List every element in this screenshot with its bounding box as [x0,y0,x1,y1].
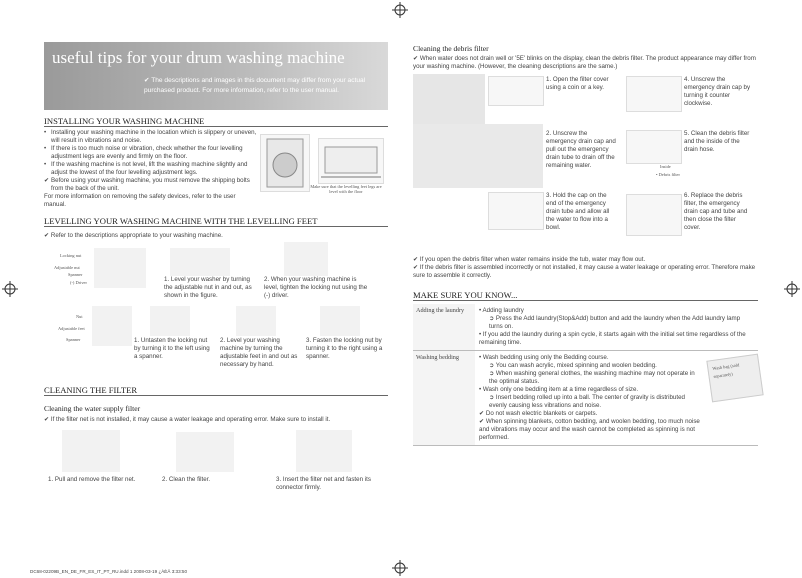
adjust-nut-image [170,248,230,276]
debris-filter-label: • Debris filter [656,172,680,177]
label-adjustable-feet: Adjustable feet [58,326,85,331]
cleaning-heading: CLEANING THE FILTER [44,385,388,396]
debris-filter-image [626,130,682,164]
insert-filter-image [296,430,352,472]
supply-step: 3. Insert the filter net and fasten its connector firmly. [276,476,371,491]
row-line: ➲ Press the Add laundry(Stop&Add) button and add the laundry when the Add laundry lamp turns on. [489,315,741,330]
clean-filter-image [176,432,234,472]
debris-step: 6. Replace the debris filter, the emergency drain cap and tube and then close the filter cover. [684,192,748,231]
title-banner [44,42,388,110]
row-content [475,304,758,351]
label-adjustable-nut: Adjustable nut [54,265,80,270]
table-row [413,304,758,351]
level-feet-image [236,306,276,336]
drain-cap-image [626,76,682,112]
feet-step: 3. Fasten the locking nut by turning it to the right using a spanner. [306,337,383,360]
supply-step: 2. Clean the filter. [162,476,211,483]
levelling-feet-caption: Make sure that the levelling feet legs are level with the floor [310,184,382,194]
filter-cover-image [488,76,544,106]
levelling-note: ✔ Refer to the descriptions appropriate to your washing machine. [44,232,223,239]
inside-label: Inside [660,164,671,169]
supply-step: 1. Pull and remove the filter net. [48,476,136,483]
file-info: DC68-02209B_EN_DE_FR_ES_IT_PT_RU.indd 1 2008-03-19 ¿ÀÈÄ 3:33:50 [30,569,188,574]
registration-mark-icon [2,281,18,297]
fasten-image [320,306,360,336]
row-line: • Wash only one bedding item at a time regardless of size. [479,386,639,393]
foot-spanner-image [92,306,132,346]
label-spanner: Spanner [68,272,83,277]
untasten-image [150,306,190,336]
wash-bag-image [706,354,763,403]
list-item: ✔ Before using your washing machine, you must remove the shipping bolts from the back of the unit. [44,177,258,193]
list-item: • If the washing machine is not level, lift the washing machine slightly and adjust the lowest of the four levelling adjustment legs. [44,161,258,177]
disclaimer-note: ✔ The descriptions and images in this document may differ from your actual purchased product. For more information, refer to the user manual. [144,77,366,94]
wash-bag-label: Wash bag (sold separately) [712,362,740,379]
tighten-nut-image [284,242,328,276]
bowl-image [488,192,544,230]
registration-mark-icon [784,281,800,297]
label-nut: Nut [76,314,83,319]
row-line: ➲ When washing general clothes, the washing machine may not operate in the optimal status. [489,370,695,385]
debris-step: 1. Open the filter cover using a coin or a key. [546,76,609,91]
installing-heading: INSTALLING YOUR WASHING MACHINE [44,116,388,127]
label-driver: (-) Driver [70,280,87,285]
levelling-feet-image [318,138,384,184]
levelling-step: 2. When your washing machine is level, tighten the locking nut using the (-) driver. [264,276,368,299]
debris-warning: ✔ If the debris filter is assembled incorrectly or not installed, it may cause a water leakage or operating error. Therefore make sure to assemble it correctly. [413,264,756,279]
feet-step: 1. Untasten the locking nut by turning it to the left using a spanner. [134,337,210,360]
debris-step: 3. Hold the cap on the end of the emergency drain tube and allow all the water to flow into a bowl. [546,192,610,231]
drain-tube-image [413,124,543,188]
debris-step: 2. Unscrew the emergency drain cap and pull out the emergency drain tube to drain off the remaining water. [546,130,616,169]
debris-warnings [413,256,758,280]
row-label: Adding the laundry [413,304,475,351]
levelling-foot-image [94,248,146,288]
row-line: • Adding laundry [479,307,524,314]
row-line: • If you add the laundry during a spin cycle, it starts again with the initial set time regardless of the remaining time. [479,331,746,346]
supply-filter-title: Cleaning the water supply filter [44,404,141,413]
row-line: • Wash bedding using only the Bedding course. [479,354,609,361]
row-line: ✔ Do not wash electric blankets or carpets. [479,410,598,417]
page-title: useful tips for your drum washing machine [52,48,345,67]
levelling-step: 1. Level your washer by turning the adjustable nut in and out, as shown in the figure. [164,276,252,299]
debris-step: 4. Unscrew the emergency drain cap by turning it counter clockwise. [684,76,751,107]
debris-step: 5. Clean the debris filter and the inside of the drain hose. [684,130,750,153]
label-spanner-2: Spanner [66,337,81,342]
levelling-heading: LEVELLING YOUR WASHING MACHINE WITH THE LEVELLING FEET [44,216,388,227]
registration-mark-icon [392,560,408,576]
registration-mark-icon [392,2,408,18]
replace-filter-image [626,194,682,236]
table-row [413,351,758,446]
row-line: ➲ You can wash acrylic, mixed spinning and woolen bedding. [489,362,657,369]
feet-step: 2. Level your washing machine by turning the adjustable feet in and out as necessary by hand. [220,337,298,368]
row-line: ➲ Insert bedding rolled up into a ball. The center of gravity is distributed evenly causing less vibrations and noise. [489,394,685,409]
list-item: • Installing your washing machine in the location which is slippery or uneven, will result in vibrations and noise. [44,129,258,145]
debris-filter-note: ✔ When water does not drain well or '5E' blinks on the display, clean the debris filter. The product appearance may differ from your washing machine. (However, the cleaning descriptions are the same.) [413,55,756,70]
row-content [475,351,758,446]
supply-filter-note: ✔ If the filter net is not installed, it may cause a water leakage and operating error. Make sure to install it. [44,416,331,423]
know-table [413,304,758,446]
installing-footer: For more information on removing the safety devices, refer to the user manual. [44,193,236,208]
know-heading: MAKE SURE YOU KNOW... [413,290,758,301]
pull-filter-image [62,430,120,472]
debris-warning: ✔ If you open the debris filter when water remains inside the tub, water may flow out. [413,256,646,263]
row-label: Washing bedding [413,351,475,446]
list-item: • If there is too much noise or vibration, check whether the four levelling adjustment legs are evenly and firmly on the floor. [44,145,258,161]
washer-image [260,134,310,192]
installing-list [44,129,258,209]
label-locking-nut: Locking nut [60,253,82,258]
debris-filter-title: Cleaning the debris filter [413,44,489,53]
row-line: ✔ When spinning blankets, cotton bedding, and woolen bedding, too much noise and vibrations may occur and the wash cannot be completed as spinning is not performed. [479,418,700,441]
